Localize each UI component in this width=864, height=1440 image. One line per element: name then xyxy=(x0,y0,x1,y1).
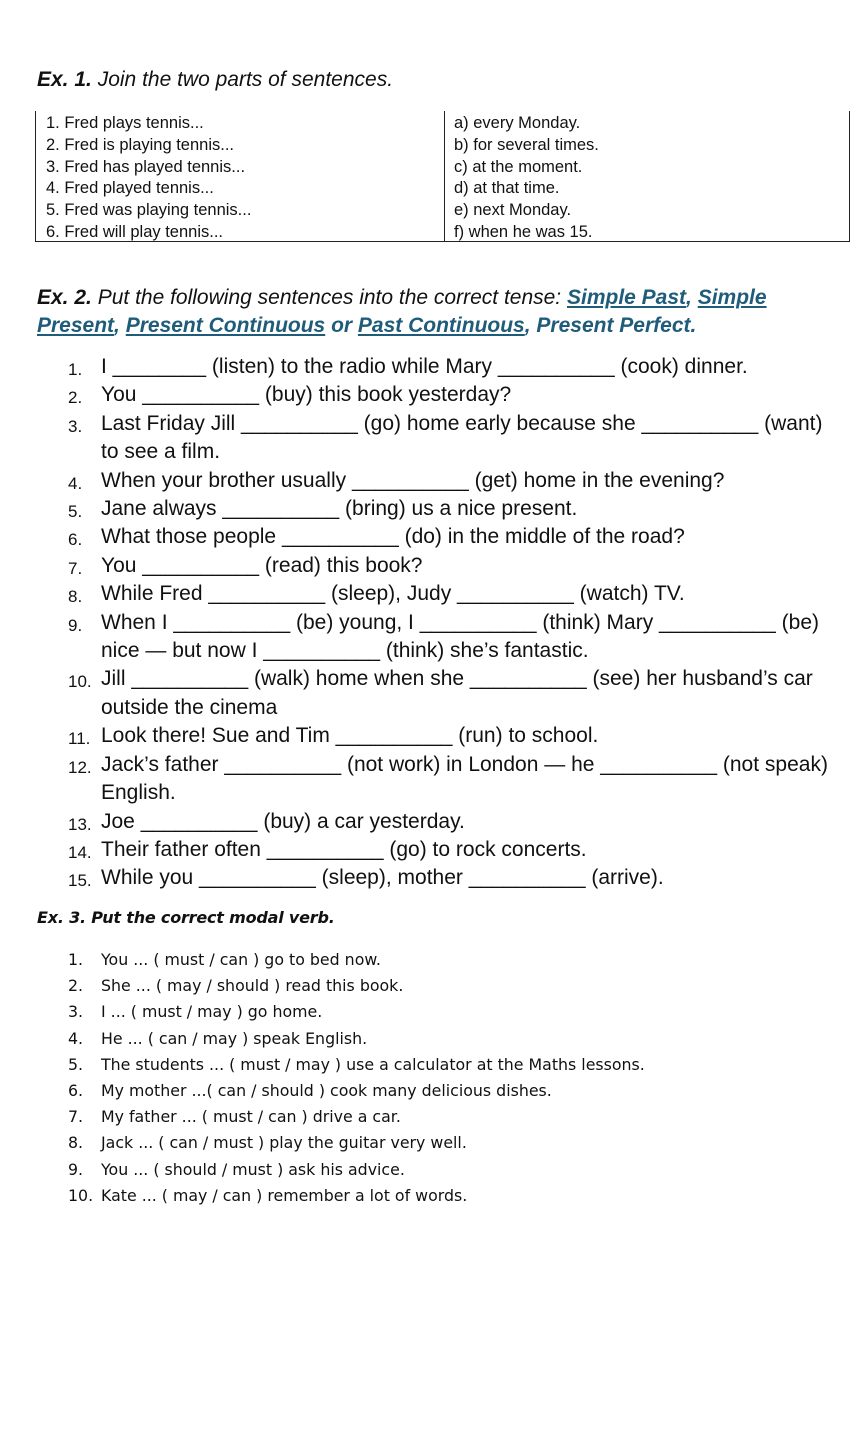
ex3-item-number: 7. xyxy=(68,1107,84,1127)
ex3-title: Ex. 3. Put the correct modal verb. xyxy=(37,908,335,927)
ex3-list-item xyxy=(0,1157,864,1183)
ex1-left-item: 6. Fred will play tennis... xyxy=(46,222,223,241)
ex2-item-number: 3. xyxy=(68,416,83,436)
ex2-item-text: Jane always __________ (bring) us a nice present. xyxy=(101,497,578,521)
ex2-list-item xyxy=(0,552,864,580)
ex3-item-number: 8. xyxy=(68,1133,84,1153)
ex3-item-number: 3. xyxy=(68,1002,84,1022)
ex3-modal-list xyxy=(0,947,864,1209)
ex3-list-item xyxy=(0,999,864,1025)
ex2-list-item xyxy=(0,836,864,864)
ex3-item-text: I ... ( must / may ) go home. xyxy=(101,1002,323,1022)
ex1-left-item: 4. Fred played tennis... xyxy=(46,179,214,198)
ex2-item-number: 15. xyxy=(68,871,92,891)
ex1-left-column xyxy=(46,113,441,244)
ex2-list-item xyxy=(0,381,864,409)
ex3-list-item xyxy=(0,1026,864,1052)
ex2-item-number: 12. xyxy=(68,757,92,777)
ex3-item-number: 5. xyxy=(68,1054,84,1074)
ex2-item-text: What those people __________ (do) in the middle of the road? xyxy=(101,525,685,549)
ex1-right-item: c) at the moment. xyxy=(454,157,583,176)
ex1-title-instruction: Join the two parts of sentences. xyxy=(91,68,394,91)
ex2-item-text: While Fred __________ (sleep), Judy __________ (watch) TV. xyxy=(101,582,685,606)
ex2-list-item xyxy=(0,808,864,836)
ex1-left-item: 3. Fred has played tennis... xyxy=(46,157,246,176)
ex2-item-text: Look there! Sue and Tim __________ (run) to school. xyxy=(101,724,599,748)
ex3-list-item xyxy=(0,973,864,999)
ex2-item-text: You __________ (buy) this book yesterday? xyxy=(101,383,512,407)
ex2-item-number: 6. xyxy=(68,530,83,550)
ex1-right-item: f) when he was 15. xyxy=(454,222,593,241)
tense-present-perfect: , Present Perfect. xyxy=(524,314,697,337)
ex2-sentence-list xyxy=(0,353,864,893)
tense-link-simple-present[interactable]: Simple Present xyxy=(37,286,767,337)
ex3-item-text: You ... ( must / can ) go to bed now. xyxy=(101,950,381,969)
ex2-item-number: 9. xyxy=(68,615,83,635)
ex2-item-text: Their father often __________ (go) to rock concerts. xyxy=(101,837,587,861)
tense-link-past-continuous[interactable]: Past Continuous xyxy=(357,314,525,337)
ex2-item-text: While you __________ (sleep), mother __________ (arrive). xyxy=(101,866,664,890)
ex1-title xyxy=(37,68,393,92)
ex2-list-item xyxy=(0,495,864,523)
ex3-list-item xyxy=(0,1183,864,1209)
ex3-item-number: 10. xyxy=(68,1185,94,1205)
ex2-title-instruction: Put the following sentences into the correct tense: xyxy=(91,286,567,309)
ex2-item-text: Jack’s father __________ (not work) in London — he __________ (not speak) English. xyxy=(101,752,828,805)
ex1-right-item: b) for several times. xyxy=(454,135,599,154)
tense-separator: , xyxy=(114,314,126,337)
ex3-list-item xyxy=(0,947,864,973)
ex2-item-text: Last Friday Jill __________ (go) home early because she __________ (want) to see a film. xyxy=(101,411,823,464)
ex2-list-item xyxy=(0,467,864,495)
ex2-item-number: 13. xyxy=(68,814,92,834)
ex1-left-item: 5. Fred was playing tennis... xyxy=(46,201,252,220)
ex1-right-item: e) next Monday. xyxy=(454,201,572,220)
ex3-list-item xyxy=(0,1104,864,1130)
ex3-item-text: She ... ( may / should ) read this book. xyxy=(101,976,404,996)
ex1-right-item: d) at that time. xyxy=(454,179,560,198)
ex3-item-text: The students ... ( must / may ) use a calculator at the Maths lessons. xyxy=(101,1054,645,1074)
ex3-list-item xyxy=(0,1052,864,1078)
ex3-item-text: Jack ... ( can / must ) play the guitar very well. xyxy=(101,1133,467,1153)
ex3-item-text: He ... ( can / may ) speak English. xyxy=(101,1028,368,1048)
ex2-item-number: 7. xyxy=(68,558,83,578)
ex3-item-text: My mother ...( can / should ) cook many delicious dishes. xyxy=(101,1081,552,1101)
ex2-list-item xyxy=(0,523,864,551)
ex2-item-number: 4. xyxy=(68,473,83,493)
ex3-item-number: 1. xyxy=(68,950,84,969)
ex3-list-item xyxy=(0,1130,864,1156)
ex1-column-divider xyxy=(444,111,445,241)
ex2-item-text: Jill __________ (walk) home when she __________ (see) her husband’s car outside the cinema xyxy=(101,667,813,719)
tense-separator: , xyxy=(686,286,698,309)
ex2-list-item xyxy=(0,751,864,808)
ex2-item-number: 2. xyxy=(68,388,83,408)
ex2-title xyxy=(37,284,837,340)
ex1-left-item: 1. Fred plays tennis... xyxy=(46,114,204,132)
ex1-right-item: a) every Monday. xyxy=(454,114,581,132)
ex2-item-text: You __________ (read) this book? xyxy=(101,553,423,577)
tense-separator: or xyxy=(325,314,358,337)
ex2-title-number: Ex. 2. xyxy=(37,286,92,309)
ex2-list-item xyxy=(0,864,864,892)
ex3-item-number: 2. xyxy=(68,976,84,996)
tense-link-present-continuous[interactable]: Present Continuous xyxy=(125,314,326,337)
ex1-matching-table xyxy=(35,111,850,242)
ex3-item-text: Kate ... ( may / can ) remember a lot of words. xyxy=(101,1185,468,1205)
ex2-item-number: 8. xyxy=(68,587,83,607)
ex2-item-text: When I __________ (be) young, I __________ (think) Mary __________ (be) nice — but now I __________ (think) she’s fantastic. xyxy=(101,610,819,663)
ex1-title-number: Ex. 1. xyxy=(37,68,92,91)
ex2-item-number: 1. xyxy=(68,360,83,379)
ex2-item-text: I ________ (listen) to the radio while Mary __________ (cook) dinner. xyxy=(101,355,748,378)
ex2-item-number: 14. xyxy=(68,842,92,862)
ex3-item-number: 9. xyxy=(68,1159,84,1179)
ex3-list-item xyxy=(0,1078,864,1104)
ex2-list-item xyxy=(0,722,864,750)
ex2-list-item xyxy=(0,410,864,467)
tense-link-simple-past[interactable]: Simple Past xyxy=(566,286,687,309)
ex2-item-number: 11. xyxy=(68,729,91,749)
ex1-left-item: 2. Fred is playing tennis... xyxy=(46,135,235,154)
ex3-item-text: My father ... ( must / can ) drive a car. xyxy=(101,1107,401,1127)
ex3-item-number: 4. xyxy=(68,1028,84,1048)
ex3-item-text: You ... ( should / must ) ask his advice. xyxy=(101,1159,405,1179)
ex2-item-number: 5. xyxy=(68,502,83,522)
ex2-item-number: 10. xyxy=(68,672,92,692)
ex2-list-item xyxy=(0,580,864,608)
ex1-right-column xyxy=(454,113,844,244)
ex2-item-text: Joe __________ (buy) a car yesterday. xyxy=(101,809,465,833)
ex2-list-item xyxy=(0,609,864,666)
ex3-item-number: 6. xyxy=(68,1081,84,1101)
ex2-item-text: When your brother usually __________ (get) home in the evening? xyxy=(101,468,725,492)
ex2-list-item xyxy=(0,665,864,722)
ex2-list-item xyxy=(0,353,864,381)
